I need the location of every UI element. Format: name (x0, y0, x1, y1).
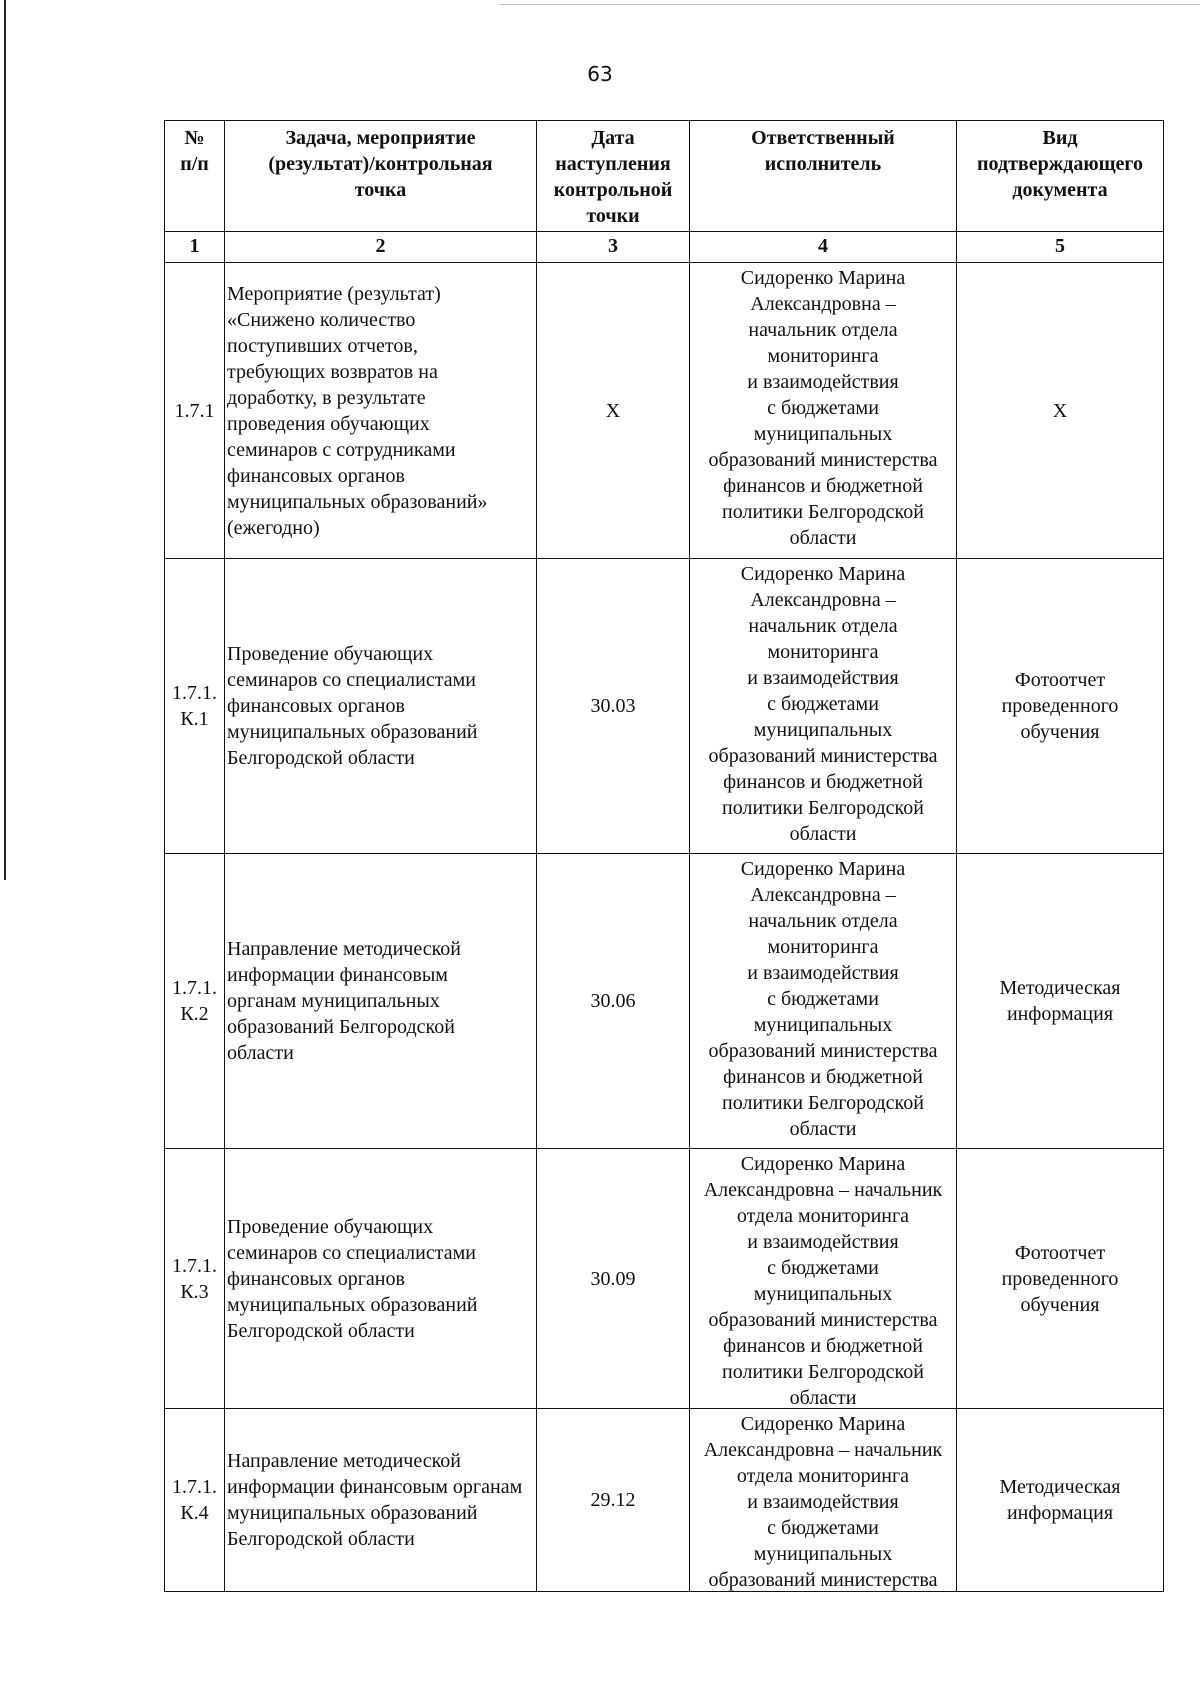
row-1-number: 1.7.1 (164, 262, 225, 559)
column-number-4: 4 (689, 231, 957, 263)
scan-edge-left (4, 0, 6, 880)
row-5-number: 1.7.1. К.4 (164, 1408, 225, 1592)
scan-edge-top (500, 4, 1200, 5)
column-number-3: 3 (536, 231, 690, 263)
row-1-document: Х (956, 262, 1164, 559)
row-2-number: 1.7.1. К.1 (164, 558, 225, 854)
row-3-number: 1.7.1. К.2 (164, 853, 225, 1149)
header-date: Дата наступления контрольной точки (536, 120, 690, 232)
row-3-document: Методическая информация (956, 853, 1164, 1149)
row-2-document: Фотоотчет проведенного обучения (956, 558, 1164, 854)
row-4-document: Фотоотчет проведенного обучения (956, 1148, 1164, 1409)
row-1-task: Мероприятие (результат) «Снижено количество поступивших отчетов, требующих возвратов на доработку, в результате проведения обучающих семинаров с сотрудниками финансовых органов муниципальных образований» (ежегодно) (224, 262, 537, 559)
row-2-task: Проведение обучающих семинаров со специалистами финансовых органов муниципальных образований Белгородской области (224, 558, 537, 854)
row-2-date: 30.03 (536, 558, 690, 854)
row-4-number: 1.7.1. К.3 (164, 1148, 225, 1409)
row-1-date: Х (536, 262, 690, 559)
row-3-responsible: Сидоренко Марина Александровна – начальник отдела мониторинга и взаимодействия с бюджетами муниципальных образований министерства финансов и бюджетной политики Белгородской области (689, 853, 957, 1149)
header-responsible: Ответственный исполнитель (689, 120, 957, 232)
row-2-responsible: Сидоренко Марина Александровна – начальник отдела мониторинга и взаимодействия с бюджетами муниципальных образований министерства финансов и бюджетной политики Белгородской области (689, 558, 957, 854)
row-3-date: 30.06 (536, 853, 690, 1149)
row-5-task: Направление методической информации финансовым органам муниципальных образований Белгородской области (224, 1408, 537, 1592)
row-4-task: Проведение обучающих семинаров со специалистами финансовых органов муниципальных образований Белгородской области (224, 1148, 537, 1409)
header-number: № п/п (164, 120, 225, 232)
row-5-document: Методическая информация (956, 1408, 1164, 1592)
page-number: 63 (587, 62, 613, 86)
row-5-date: 29.12 (536, 1408, 690, 1592)
header-task: Задача, мероприятие (результат)/контрольная точка (224, 120, 537, 232)
column-number-1: 1 (164, 231, 225, 263)
row-4-date: 30.09 (536, 1148, 690, 1409)
row-4-responsible: Сидоренко Марина Александровна – начальник отдела мониторинга и взаимодействия с бюджетами муниципальных образований министерства финансов и бюджетной политики Белгородской области (689, 1148, 957, 1409)
row-5-responsible: Сидоренко Марина Александровна – начальник отдела мониторинга и взаимодействия с бюджетами муниципальных образований министерства (689, 1408, 957, 1592)
column-number-2: 2 (224, 231, 537, 263)
header-document: Вид подтверждающего документа (956, 120, 1164, 232)
row-1-responsible: Сидоренко Марина Александровна – начальник отдела мониторинга и взаимодействия с бюджетами муниципальных образований министерства финансов и бюджетной политики Белгородской области (689, 262, 957, 559)
row-3-task: Направление методической информации финансовым органам муниципальных образований Белгородской области (224, 853, 537, 1149)
column-number-5: 5 (956, 231, 1164, 263)
